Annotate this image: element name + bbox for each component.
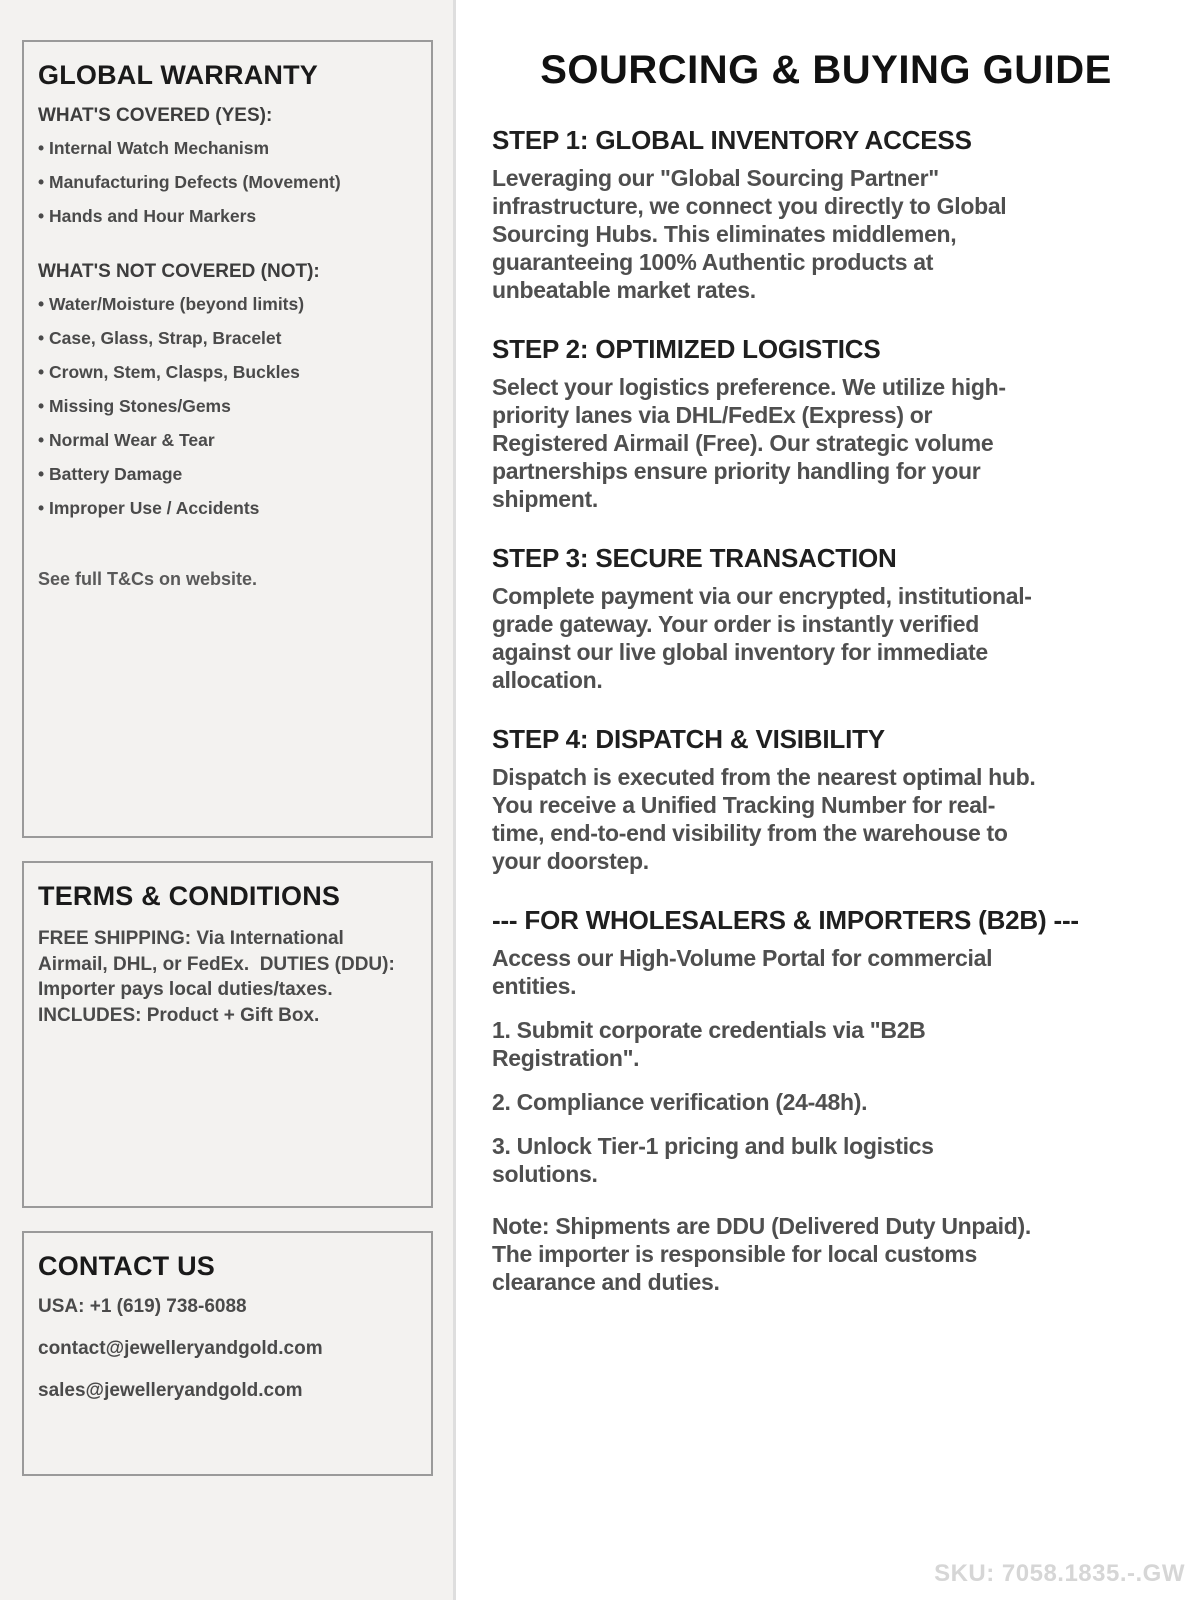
step2-body: Select your logistics preference. We utilize high-priority lanes via DHL/FedEx (Express) or Registered Airmail (Free). Our strategic volume partnerships ensure priority handling for your shipment. xyxy=(492,374,1006,512)
warranty-footnote: See full T&Cs on website. xyxy=(38,569,258,589)
list-item: • Water/Moisture (beyond limits) xyxy=(38,295,415,313)
step3-body: Complete payment via our encrypted, institutional-grade gateway. Your order is instantly verified against our live global inventory for immediate allocation. xyxy=(492,583,1032,693)
list-item: • Manufacturing Defects (Movement) xyxy=(38,173,415,191)
contact-phone: USA: +1 (619) 738-6088 xyxy=(38,1296,247,1317)
covered-heading: WHAT'S COVERED (YES): xyxy=(38,105,273,126)
global-warranty-title: GLOBAL WARRANTY xyxy=(38,60,318,90)
list-item: • Battery Damage xyxy=(38,465,415,483)
b2b-item-3: 3. Unlock Tier-1 pricing and bulk logistics solutions. xyxy=(492,1133,934,1187)
list-item: • Normal Wear & Tear xyxy=(38,431,415,449)
list-item: • Missing Stones/Gems xyxy=(38,397,415,415)
list-item: • Improper Use / Accidents xyxy=(38,499,415,517)
terms-body: FREE SHIPPING: Via International Airmail, DHL, or FedEx. DUTIES (DDU): Importer pays local duties/taxes. INCLUDES: Product + Gift Box. xyxy=(38,928,401,1026)
step4-heading: STEP 4: DISPATCH & VISIBILITY xyxy=(492,724,885,754)
b2b-note: Note: Shipments are DDU (Delivered Duty Unpaid). The importer is responsible for local customs clearance and duties. xyxy=(492,1213,1031,1295)
list-item: • Case, Glass, Strap, Bracelet xyxy=(38,329,415,347)
not-covered-heading: WHAT'S NOT COVERED (NOT): xyxy=(38,261,320,282)
not-covered-list xyxy=(38,295,415,517)
step1-heading: STEP 1: GLOBAL INVENTORY ACCESS xyxy=(492,125,972,155)
contact-email: contact@jewelleryandgold.com xyxy=(38,1338,323,1359)
list-item: • Internal Watch Mechanism xyxy=(38,139,415,157)
b2b-item-2: 2. Compliance verification (24-48h). xyxy=(492,1089,868,1115)
sku-label: SKU: 7058.1835.-.GW xyxy=(934,1560,1185,1587)
step1-body: Leveraging our "Global Sourcing Partner" infrastructure, we connect you directly to Global Sourcing Hubs. This eliminates middlemen, guaranteeing 100% Authentic products at unbeatable market rates. xyxy=(492,165,1007,303)
step2-heading: STEP 2: OPTIMIZED LOGISTICS xyxy=(492,334,881,364)
global-warranty-panel xyxy=(22,40,433,838)
sales-email: sales@jewelleryandgold.com xyxy=(38,1380,303,1401)
b2b-item-1: 1. Submit corporate credentials via "B2B Registration". xyxy=(492,1017,926,1071)
sidebar xyxy=(0,0,456,1600)
terms-panel xyxy=(22,861,433,1208)
covered-list xyxy=(38,139,415,225)
step3-heading: STEP 3: SECURE TRANSACTION xyxy=(492,543,897,573)
main-content xyxy=(456,0,1200,1600)
contact-panel xyxy=(22,1231,433,1476)
b2b-intro: Access our High-Volume Portal for commercial entities. xyxy=(492,945,993,999)
terms-title: TERMS & CONDITIONS xyxy=(38,881,341,911)
page-title: SOURCING & BUYING GUIDE xyxy=(540,48,1112,92)
list-item: • Hands and Hour Markers xyxy=(38,207,415,225)
b2b-heading: --- FOR WHOLESALERS & IMPORTERS (B2B) --- xyxy=(492,905,1079,935)
list-item: • Crown, Stem, Clasps, Buckles xyxy=(38,363,415,381)
contact-title: CONTACT US xyxy=(38,1251,215,1281)
step4-body: Dispatch is executed from the nearest optimal hub. You receive a Unified Tracking Number for real-time, end-to-end visibility from the warehouse to your doorstep. xyxy=(492,764,1036,874)
